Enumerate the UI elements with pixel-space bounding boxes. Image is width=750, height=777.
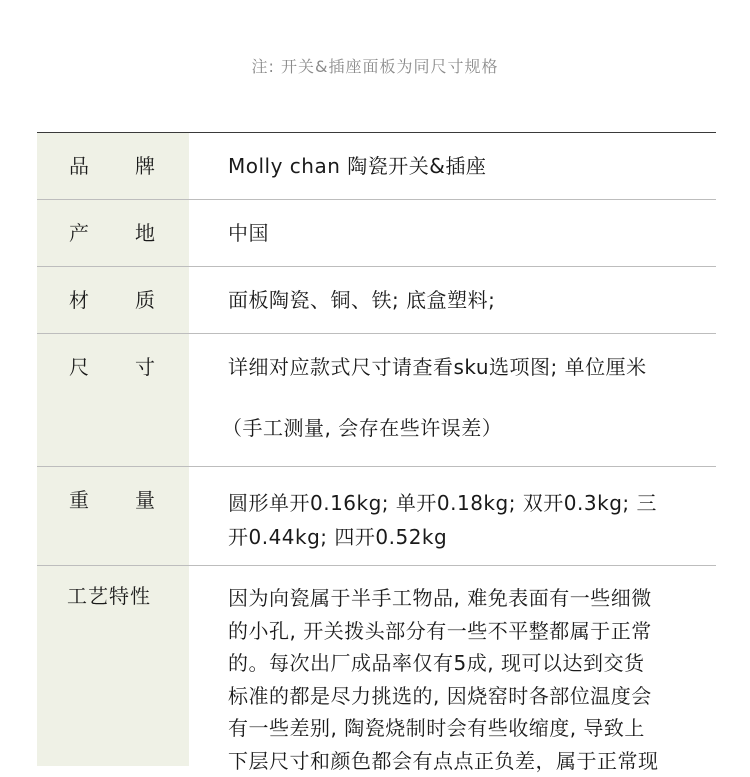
spec-value-weight [189,467,716,565]
spec-value-brand: Molly chan 陶瓷开关&插座 [189,133,716,199]
size-note: 注: 开关&插座面板为同尺寸规格 [0,54,750,77]
spec-label-origin: 产地 [69,217,155,246]
spec-label-brand: 品牌 [69,150,155,179]
size-measure-note: （手工测量, 会存在些许误差） [222,412,702,441]
spec-label-cell [37,467,189,565]
spec-row-craft [37,566,716,766]
spec-row-material [37,267,716,334]
spec-label-cell [37,200,189,266]
spec-label-cell [37,334,189,466]
spec-row-weight [37,467,716,566]
craft-value-line: 的。每次出厂成品率仅有5成, 现可以达到交货 [228,647,702,680]
spec-label-craft: 工艺特性 [67,580,155,609]
spec-row-origin [37,200,716,267]
spec-label-cell [37,566,189,766]
spec-label-cell [37,133,189,199]
spec-label-weight: 重量 [69,484,155,513]
craft-value-line: 标准的都是尽力挑选的, 因烧窑时各部位温度会 [228,680,702,713]
spec-label-material: 材质 [69,284,155,313]
spec-table [37,132,716,766]
spec-value-origin: 中国 [189,200,716,266]
spec-label-size: 尺寸 [69,351,155,380]
craft-value-line: 的小孔, 开关拨头部分有一些不平整都属于正常 [228,615,702,648]
craft-value-line: 下层尺寸和颜色都会有点点正负差，属于正常现 [228,745,702,777]
size-value-line: 详细对应款式尺寸请查看sku选项图; 单位厘米 [228,351,702,380]
spec-value-craft [189,566,716,766]
spec-value-material: 面板陶瓷、铜、铁; 底盒塑料; [189,267,716,333]
spec-label-cell [37,267,189,333]
spec-value-size [189,334,716,466]
weight-value-line: 开0.44kg; 四开0.52kg [228,520,702,554]
spec-row-size [37,334,716,467]
spec-row-brand [37,133,716,200]
craft-value-line: 因为向瓷属于半手工物品, 难免表面有一些细微 [228,582,702,615]
craft-value-line: 有一些差别, 陶瓷烧制时会有些收缩度, 导致上 [228,712,702,745]
weight-value-line: 圆形单开0.16kg; 单开0.18kg; 双开0.3kg; 三 [228,486,702,520]
